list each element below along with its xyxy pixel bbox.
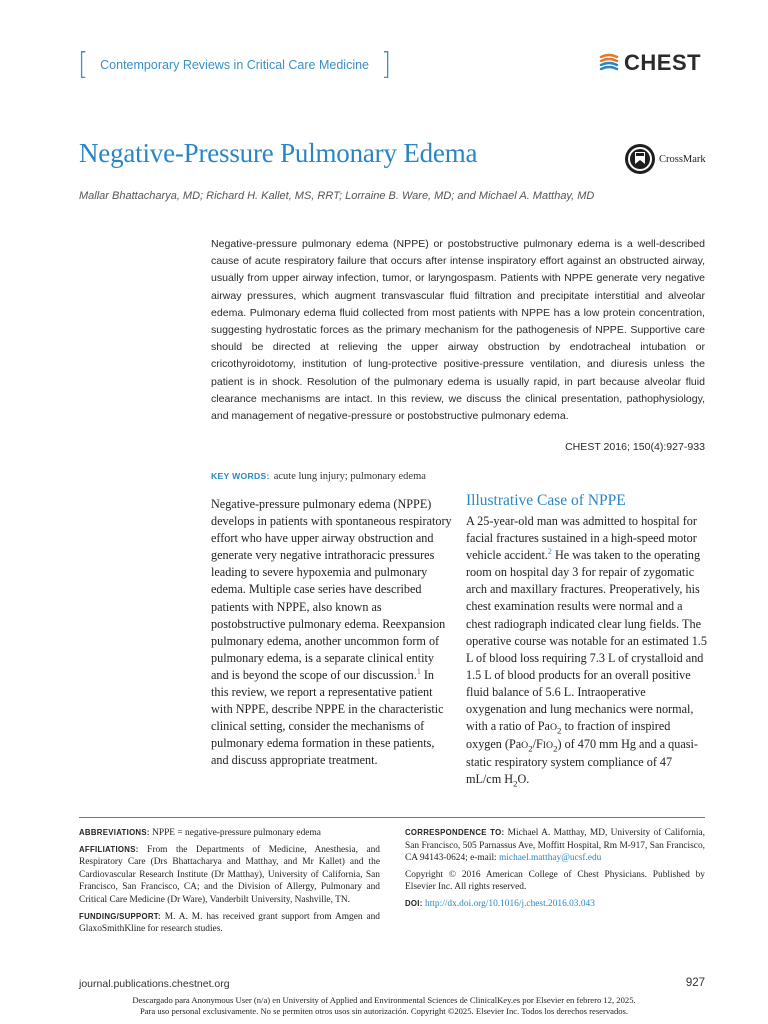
case-text-d: ) of 470 mm Hg and a quasi-static respiratory system compliance of 47 mL/cm H bbox=[466, 737, 698, 787]
intro-text-b: In this review, we report a representative patient with NPPE, describe NPPE in the characteristic clinical setting, consider the mechanisms of pulmonary edema formation in these patients, and discuss appropriate treatment. bbox=[211, 667, 444, 768]
funding-label: FUNDING/SUPPORT: bbox=[79, 911, 161, 921]
left-bracket: [ bbox=[78, 47, 89, 83]
abbreviations-text: NPPE = negative-pressure pulmonary edema bbox=[152, 828, 321, 838]
keywords bbox=[211, 471, 426, 482]
download-line-2: Para uso personal exclusivamente. No se permiten otros usos sin autorización. Copyright ©2025. Elsevier Inc. Todos los derechos reservados. bbox=[139, 1006, 629, 1016]
pao2-term bbox=[537, 719, 562, 736]
series-banner bbox=[78, 47, 392, 83]
pao2-sub: 2 bbox=[557, 725, 562, 736]
ratio-io: IO bbox=[542, 740, 554, 752]
intro-text-a: Negative-pressure pulmonary edema (NPPE) develops in patients with spontaneous respiratory effort who have upper airway obstruction and generate very negative intrathoracic pressures leading to severe hypoxemia and pulmonary edema. Multiple case series have described patients with NPPE, also known as postobstructive pulmonary edema. Reexpansion pulmonary edema, another uncommon form of pulmonary edema, is a separate clinical entity and is beyond the scope of our discussion. bbox=[211, 497, 452, 682]
footnotes-right bbox=[405, 827, 705, 915]
funding-text: M. A. M. has received grant support from Amgen and GlaxoSmithKline for research studies. bbox=[79, 911, 380, 935]
series-title: Contemporary Reviews in Critical Care Medicine bbox=[100, 58, 369, 72]
pao2-pa: Pa bbox=[537, 719, 550, 734]
ratio-o: O bbox=[521, 740, 529, 752]
intro-paragraph bbox=[211, 496, 453, 770]
funding-note bbox=[79, 911, 380, 936]
affiliations-note bbox=[79, 844, 380, 907]
h2o-sub: 2 bbox=[513, 778, 518, 789]
case-text-b: He was taken to the operating room on hospital day 3 for repair of zygomatic arch and maxillary fractures. Preoperatively, his chest examination results were normal and a chest radiograph indicated clear lung fields. The operative course was notable for an estimated 1.5 L of blood loss requiring 7.3 L of crystalloid and 1.5 L of blood products for an overall positive fluid balance of 5.6 L. Intraoperative oxygenation and lung mechanics were normal, with a ratio of bbox=[466, 548, 707, 734]
author-list: Mallar Bhattacharya, MD; Richard H. Kallet, MS, RRT; Lorraine B. Ware, MD; and Michael A. Matthay, MD bbox=[79, 190, 595, 202]
journal-url[interactable]: journal.publications.chestnet.org bbox=[79, 978, 230, 990]
abbreviations-label: ABBREVIATIONS: bbox=[79, 828, 150, 837]
crossmark-label: CrossMark bbox=[659, 153, 706, 165]
keywords-label: KEY WORDS: bbox=[211, 471, 270, 481]
correspondence-text: Michael A. Matthay, MD, University of California, San Francisco, 505 Parnassus Ave, Moffitt Hospital, Rm M-917, San Francisco, CA 94143-0624; e-mail: bbox=[405, 828, 705, 864]
pf-ratio-term bbox=[508, 737, 558, 754]
pao2-o: O bbox=[549, 722, 557, 734]
reference-link-2[interactable]: 2 bbox=[547, 547, 552, 557]
doi-note bbox=[405, 898, 705, 911]
download-line-1: Descargado para Anonymous User (n/a) en University of Applied and Environmental Sciences de ClinicalKey.es por Elsevier en febrero 12, 2025. bbox=[132, 995, 636, 1005]
case-text-c: to fraction of inspired oxygen ( bbox=[466, 719, 671, 752]
case-text-e: O. bbox=[517, 772, 530, 787]
case-paragraph bbox=[466, 513, 708, 789]
footnote-divider bbox=[79, 817, 705, 818]
crossmark-badge[interactable] bbox=[624, 143, 706, 175]
case-text-a: A 25-year-old man was admitted to hospital for facial fractures sustained in a high-speed motor vehicle accident. bbox=[466, 514, 697, 563]
ratio-f: /F bbox=[532, 737, 543, 752]
reference-link-1[interactable]: 1 bbox=[416, 666, 421, 676]
affiliations-text: From the Departments of Medicine, Anesthesia, and Respiratory Care (Drs Bhattacharya and Matthay, and Mr Kallet) and the Cardiovascular Research Institute (Dr Matthay), University of California, San Francisco, San Francisco, CA; and the Division of Allergy, Pulmonary and Critical Care Medicine (Dr Ware), Vanderbilt University, Nashville, TN. bbox=[79, 844, 380, 905]
doi-label: DOI: bbox=[405, 898, 423, 908]
chest-logo-text: CHEST bbox=[624, 50, 702, 75]
article-title: Negative-Pressure Pulmonary Edema bbox=[79, 138, 478, 168]
download-notice bbox=[0, 995, 768, 1017]
abstract: Negative-pressure pulmonary edema (NPPE) or postobstructive pulmonary edema is a well-described cause of acute respiratory failure that occurs after intense inspiratory effort against an obstructed airway, usually from upper airway infection, tumor, or laryngospasm. Patients with NPPE generate very negative airway pressures, which augment transvascular fluid filtration and precipitate interstitial and alveolar edema. Pulmonary edema fluid collected from most patients with NPPE has a low protein concentration, suggesting hydrostatic forces as the primary mechanism for the pathogenesis of NPPE. Supportive care should be directed at relieving the upper airway obstruction by endotracheal intubation or cricothyroidotomy, institution of lung-protective positive-pressure ventilation, and diuresis unless the patient is in shock. Resolution of the pulmonary edema is usually rapid, in part because alveolar fluid clearance mechanisms are intact. In this review, we discuss the clinical presentation, pathophysiology, and management of negative-pressure or postobstructive pulmonary edema. bbox=[211, 238, 705, 423]
footnotes-left bbox=[79, 827, 380, 940]
citation: CHEST 2016; 150(4):927-933 bbox=[565, 441, 705, 453]
affiliations-label: AFFILIATIONS: bbox=[79, 844, 139, 854]
chest-logo[interactable] bbox=[598, 52, 701, 74]
copyright-note: Copyright © 2016 American College of Chest Physicians. Published by Elsevier Inc. All rights reserved. bbox=[405, 869, 705, 893]
section-heading-case: Illustrative Case of NPPE bbox=[466, 492, 626, 509]
keywords-text: acute lung injury; pulmonary edema bbox=[273, 471, 426, 482]
page-number: 927 bbox=[685, 977, 705, 989]
crossmark-icon bbox=[624, 143, 656, 175]
ratio-pa: Pa bbox=[508, 737, 522, 752]
doi-link[interactable]: http://dx.doi.org/10.1016/j.chest.2016.03.043 bbox=[425, 898, 595, 909]
email-link[interactable]: michael.matthay@ucsf.edu bbox=[499, 853, 602, 864]
chest-logo-mark-icon bbox=[598, 52, 620, 74]
ratio-sub2: 2 bbox=[553, 743, 558, 754]
right-bracket: ] bbox=[381, 47, 392, 83]
abbreviations-note bbox=[79, 827, 380, 840]
correspondence-note bbox=[405, 827, 705, 865]
correspondence-label: CORRESPONDENCE TO: bbox=[405, 828, 505, 837]
ratio-sub: 2 bbox=[528, 743, 533, 754]
